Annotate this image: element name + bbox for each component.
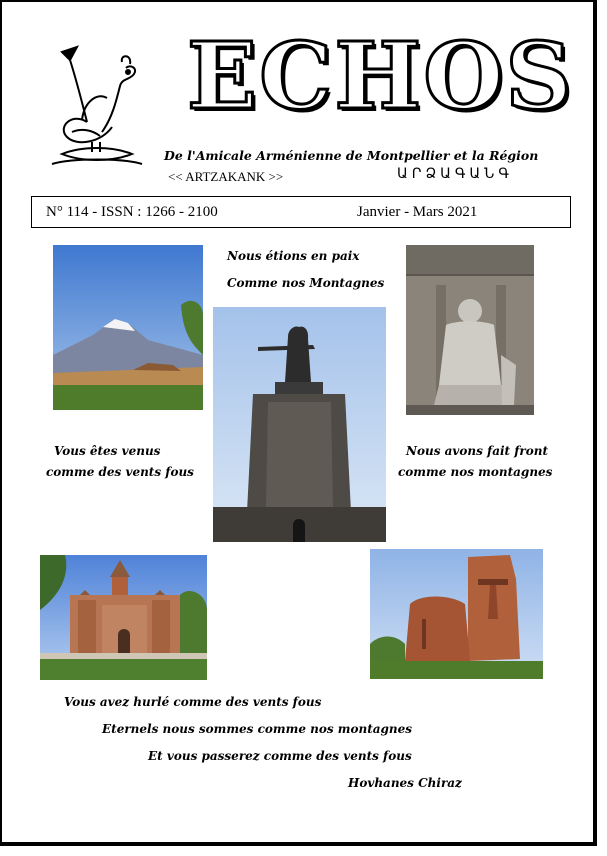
photo-etchmiadzin-cathedral <box>40 555 207 680</box>
poem-line-5: Vous avez hurlé comme des vents fous <box>64 695 322 709</box>
poem-line-3b: comme des vents fous <box>46 465 194 479</box>
poem-line-2: Comme nos Montagnes <box>227 276 385 290</box>
photo-mashtots-statue <box>406 245 534 415</box>
issue-info-box <box>31 196 571 228</box>
peacock-logo-icon <box>42 42 147 172</box>
poem-line-3a: Vous êtes venus <box>54 444 161 458</box>
poem-line-4a: Nous avons fait front <box>406 444 549 458</box>
poem-line-4b: comme nos montagnes <box>398 465 553 479</box>
photo-mother-armenia <box>213 307 386 542</box>
issue-number: N° 114 - ISSN : 1266 - 2100 <box>46 204 218 220</box>
photo-mount-ararat <box>53 245 203 410</box>
poem-author: Hovhanes Chiraz <box>348 776 462 790</box>
poem-line-1: Nous étions en paix <box>227 249 360 263</box>
poem-line-7: Et vous passerez comme des vents fous <box>148 749 412 763</box>
poem-line-6: Eternels nous sommes comme nos montagnes <box>102 722 413 736</box>
photo-tatik-papik-monument <box>370 549 543 679</box>
magazine-subtitle: De l'Amicale Arménienne de Montpellier et la Région <box>164 148 539 163</box>
armenian-title: ԱՐՁԱԳԱՆԳ <box>397 166 513 182</box>
artzakank-label: << ARTZAKANK >> <box>168 169 284 184</box>
issue-date: Janvier - Mars 2021 <box>357 204 478 220</box>
magazine-title: ECHOS <box>187 22 574 130</box>
